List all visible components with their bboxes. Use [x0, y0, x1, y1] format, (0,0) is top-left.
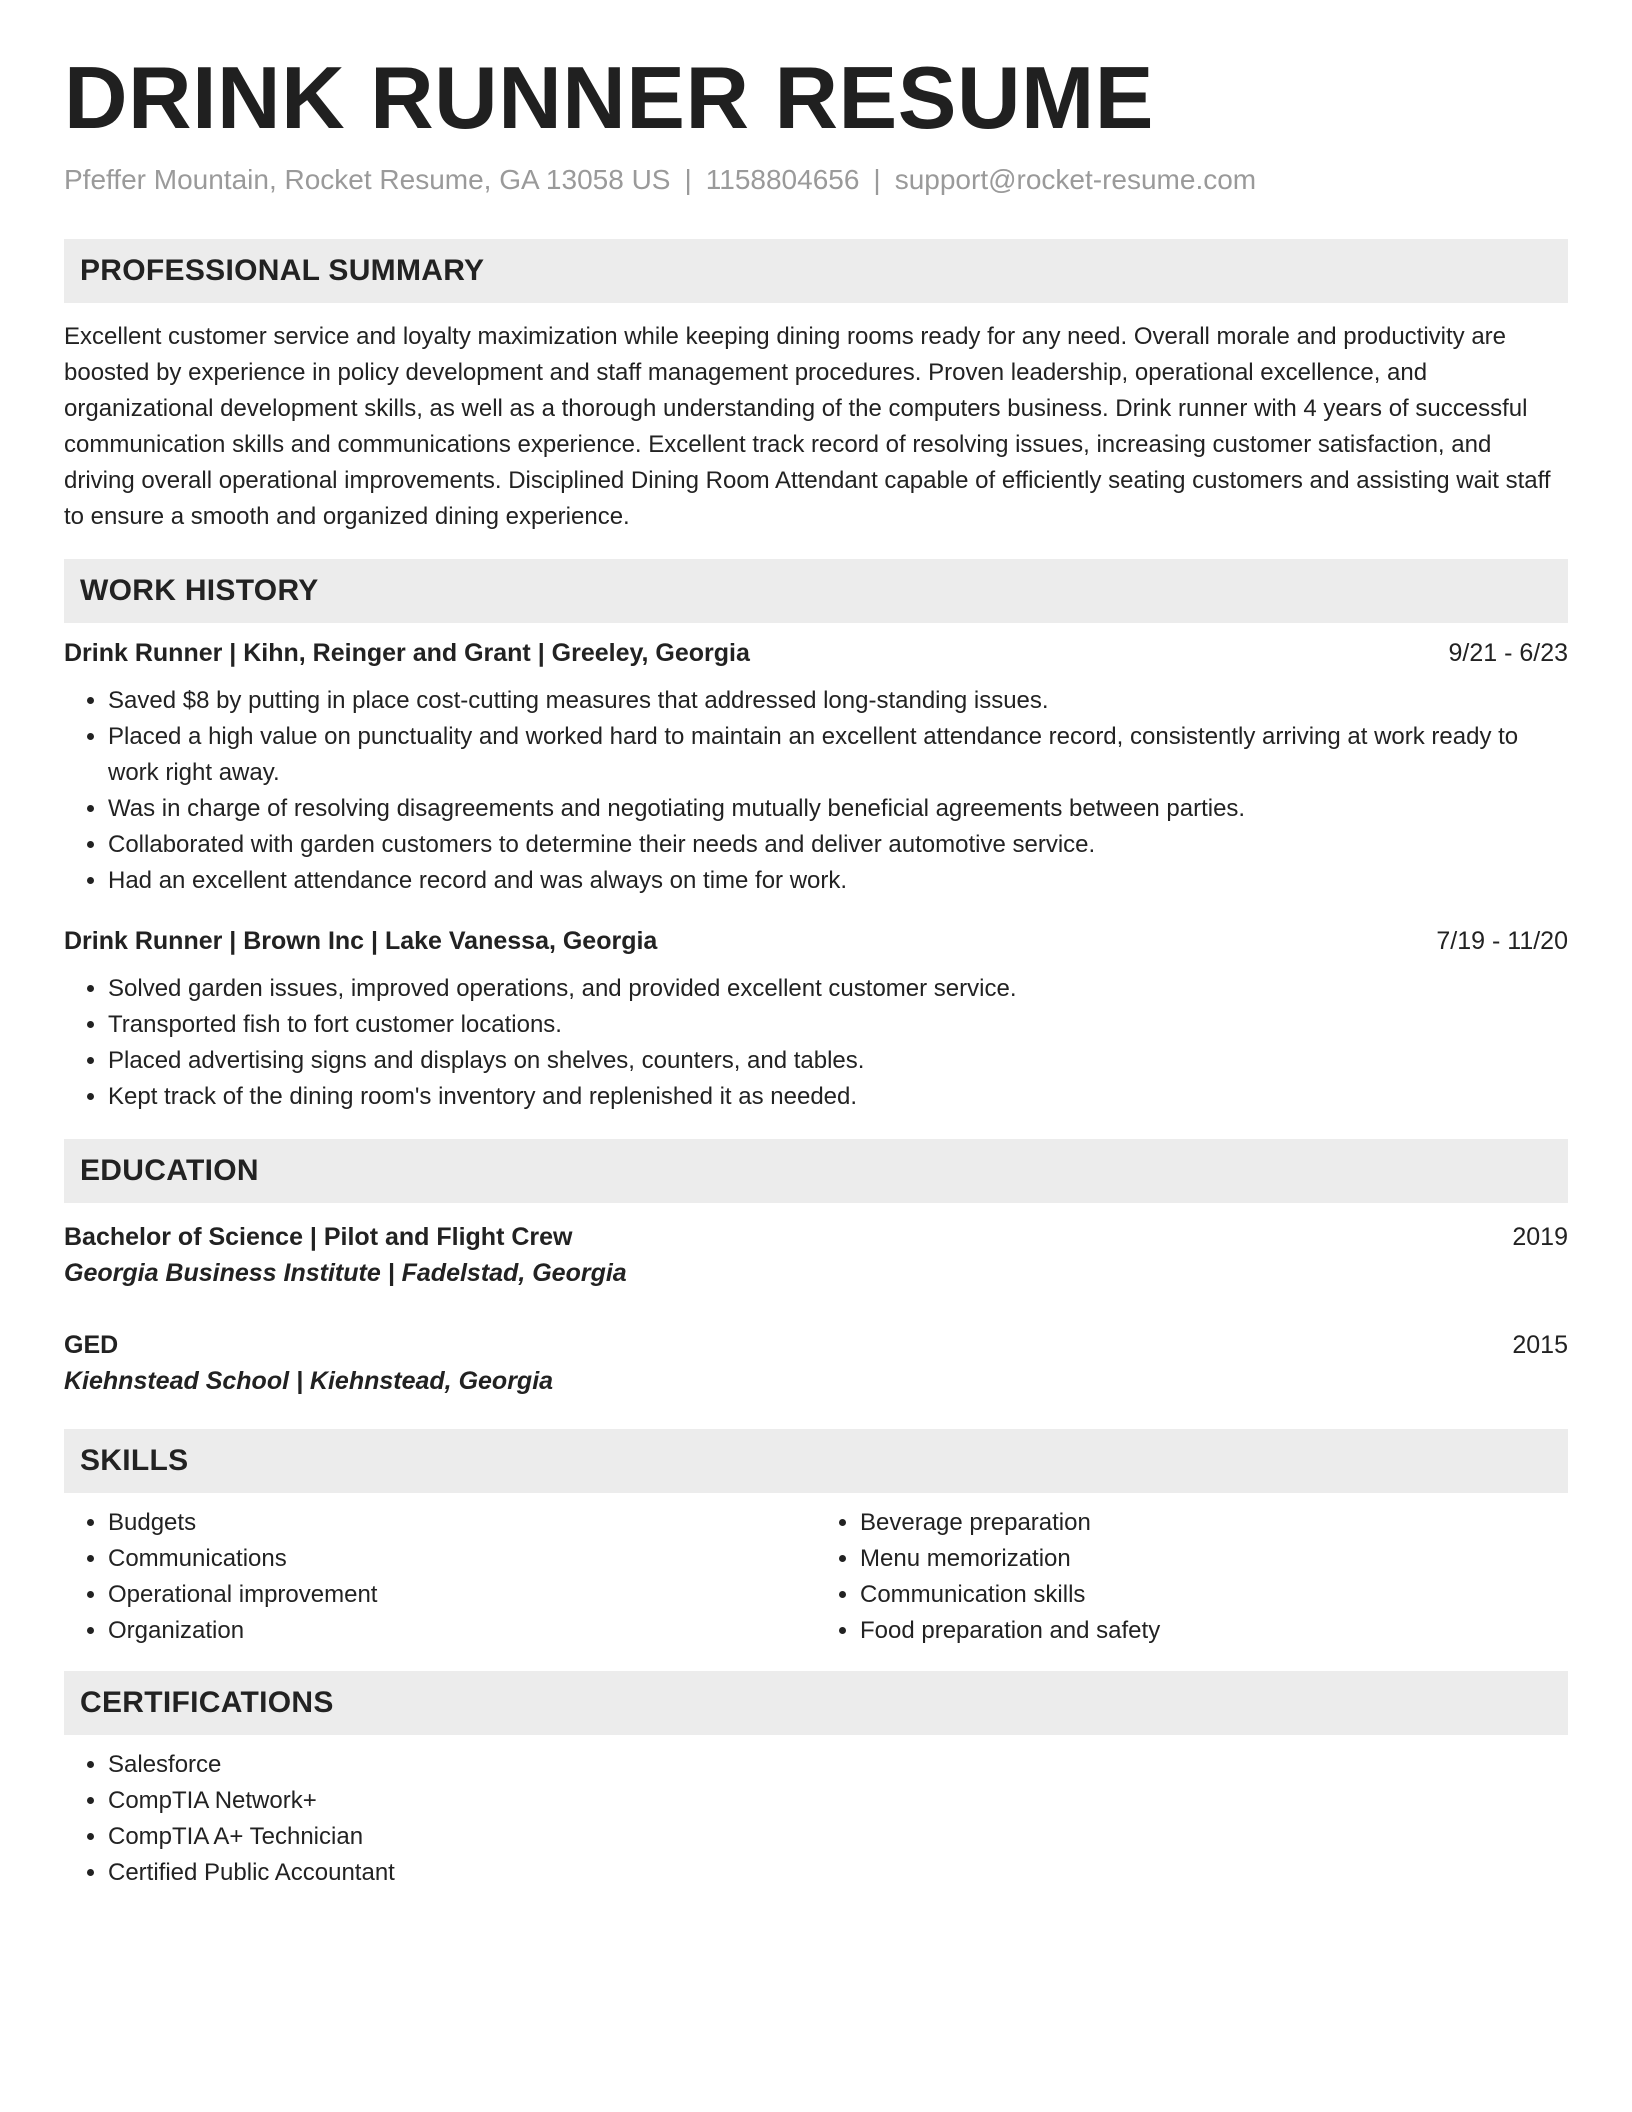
list-item: • Menu memorization — [860, 1541, 1568, 1577]
list-item: • Food preparation and safety — [860, 1613, 1568, 1649]
summary-text: Excellent customer service and loyalty maximization while keeping dining rooms ready for any need. Overall morale and productivity are boosted by experience in policy development and staff management procedures. Proven leadership, operational excellence, and organizational development skills, as well as a thorough understanding of the computers business. Drink runner with 4 years of successful communication skills and communications experience. Excellent track record of resolving issues, increasing customer satisfaction, and driving overall operational improvements. Disciplined Dining Room Attendant capable of efficiently seating customers and assisting wait staff to ensure a smooth and organized dining experience. — [64, 322, 1551, 530]
job-header — [64, 635, 1568, 671]
list-item: • Saved $8 by putting in place cost-cutting measures that addressed long-standing issues. — [108, 683, 1568, 719]
contact-phone: 1158804656 — [705, 164, 860, 196]
list-item: • Was in charge of resolving disagreements and negotiating mutually beneficial agreements between parties. — [108, 791, 1568, 827]
job-dates: 9/21 - 6/23 — [1448, 638, 1568, 667]
list-item: • CompTIA A+ Technician — [108, 1819, 1568, 1855]
list-item: • Communications — [108, 1541, 816, 1577]
list-item: • Budgets — [108, 1505, 816, 1541]
list-item: • Kept track of the dining room's inventory and replenished it as needed. — [108, 1079, 1568, 1115]
education-school: Kiehnstead School | Kiehnstead, Georgia — [64, 1366, 554, 1395]
section-header-summary: PROFESSIONAL SUMMARY — [64, 239, 1568, 303]
job-dates: 7/19 - 11/20 — [1436, 926, 1568, 955]
list-item: • Collaborated with garden customers to determine their needs and deliver automotive service. — [108, 827, 1568, 863]
list-item: • Operational improvement — [108, 1577, 816, 1613]
job-header — [64, 923, 1568, 959]
contact-line — [64, 162, 1568, 198]
job-title: Drink Runner | Kihn, Reinger and Grant | Greeley, Georgia — [64, 638, 750, 667]
contact-address: Pfeffer Mountain, Rocket Resume, GA 13058 US — [64, 164, 671, 196]
list-item: • Salesforce — [108, 1747, 1568, 1783]
contact-email[interactable]: support@rocket-resume.com — [894, 164, 1257, 196]
certifications-list — [64, 1747, 1568, 1891]
list-item: • Communication skills — [860, 1577, 1568, 1613]
list-item: • Transported fish to fort customer locations. — [108, 1007, 1568, 1043]
skills-column-left — [64, 1505, 816, 1649]
resume-title: DRINK RUNNER RESUME — [64, 48, 1154, 147]
list-item: • Beverage preparation — [860, 1505, 1568, 1541]
education-degree: GED — [64, 1330, 119, 1359]
education-entry — [64, 1327, 1568, 1399]
education-entry — [64, 1219, 1568, 1291]
job-bullets — [64, 683, 1568, 899]
section-header-education: EDUCATION — [64, 1139, 1568, 1203]
skills-column-right — [816, 1505, 1568, 1649]
job-entry — [64, 923, 1568, 1115]
skills-list — [64, 1505, 1568, 1649]
section-header-work-history: WORK HISTORY — [64, 559, 1568, 623]
section-header-skills: SKILLS — [64, 1429, 1568, 1493]
job-entry — [64, 635, 1568, 899]
list-item: • Certified Public Accountant — [108, 1855, 1568, 1891]
list-item: • Solved garden issues, improved operations, and provided excellent customer service. — [108, 971, 1568, 1007]
education-year: 2015 — [1512, 1330, 1568, 1359]
contact-separator: | — [684, 164, 692, 196]
education-header — [64, 1327, 1568, 1363]
contact-separator: | — [873, 164, 881, 196]
list-item: • Placed advertising signs and displays on shelves, counters, and tables. — [108, 1043, 1568, 1079]
education-year: 2019 — [1512, 1222, 1568, 1251]
list-item: • CompTIA Network+ — [108, 1783, 1568, 1819]
education-school: Georgia Business Institute | Fadelstad, Georgia — [64, 1258, 627, 1287]
list-item: • Organization — [108, 1613, 816, 1649]
job-bullets — [64, 971, 1568, 1115]
education-header — [64, 1219, 1568, 1255]
list-item: • Placed a high value on punctuality and worked hard to maintain an excellent attendance record, consistently arriving at work ready to work right away. — [108, 719, 1568, 791]
education-degree: Bachelor of Science | Pilot and Flight Crew — [64, 1222, 573, 1251]
job-title: Drink Runner | Brown Inc | Lake Vanessa, Georgia — [64, 926, 658, 955]
list-item: • Had an excellent attendance record and was always on time for work. — [108, 863, 1568, 899]
section-header-certifications: CERTIFICATIONS — [64, 1671, 1568, 1735]
